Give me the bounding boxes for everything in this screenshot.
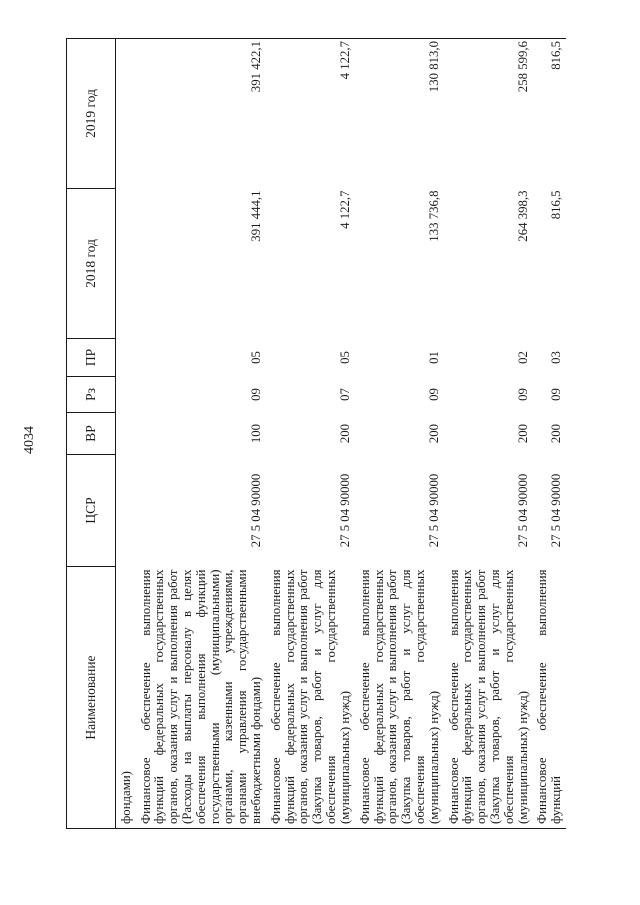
row-vr (116, 413, 136, 455)
row-csr: 27 5 04 90000 (426, 473, 441, 548)
row-vr: 100 (249, 423, 263, 444)
row-2019: 130 813,0 (355, 39, 444, 189)
row-2018: 264 398,3 (515, 190, 530, 242)
table-row (136, 39, 266, 829)
budget-table (66, 38, 566, 829)
row-name: Финансовое обеспечение выполнения функций федеральных государственных органов, оказания услуг и выполнения работ (Закупка товаров, работ и услуг для обеспечения государственных (муниципальных) нужд) (266, 567, 355, 829)
row-2018: 133 736,8 (426, 190, 441, 242)
row-rz: 09 (426, 388, 441, 401)
row-2018: 391 444,1 (249, 190, 263, 242)
header-vr: ВР (67, 413, 116, 455)
row-rz: 09 (549, 388, 564, 401)
row-pr: 03 (549, 351, 564, 364)
row-2019: 391 422,1 (136, 39, 266, 189)
row-vr: 200 (426, 423, 441, 444)
row-name: Финансовое обеспечение выполнения функций федеральных государственных органов, оказания услуг и выполнения работ (Закупка товаров, работ и услуг для обеспечения государственных (муниципальных) нужд) (355, 567, 444, 829)
row-pr: 05 (249, 351, 263, 364)
row-rz: 09 (515, 388, 530, 401)
row-pr: 02 (515, 351, 530, 364)
row-2019 (116, 39, 136, 189)
row-pr: 01 (426, 351, 441, 364)
header-pr: ПР (67, 339, 116, 377)
row-rz (116, 377, 136, 413)
table-row (266, 39, 355, 829)
table-row (532, 39, 566, 829)
header-rz: Рз (67, 377, 116, 413)
row-2018 (116, 189, 136, 339)
page-number: 4034 (22, 426, 37, 454)
row-name: Финансовое обеспечение выполнения функций (532, 567, 566, 829)
row-2019: 258 599,6 (444, 39, 533, 189)
header-name: Наименование (67, 567, 116, 829)
row-csr: 27 5 04 90000 (337, 473, 352, 548)
row-2018: 4 122,7 (337, 190, 352, 229)
row-pr (116, 339, 136, 377)
header-csr: ЦСР (67, 455, 116, 567)
row-pr: 05 (337, 351, 352, 364)
row-name: фондами) (116, 567, 136, 829)
header-row (67, 39, 116, 829)
row-rz: 09 (249, 388, 263, 401)
row-vr: 200 (515, 423, 530, 444)
row-csr: 27 5 04 90000 (249, 473, 263, 548)
row-2019: 816,5 (532, 39, 566, 189)
row-2018: 816,5 (549, 190, 564, 220)
row-vr: 200 (337, 423, 352, 444)
row-csr (116, 455, 136, 567)
row-csr: 27 5 04 90000 (549, 473, 564, 548)
row-vr: 200 (549, 423, 564, 444)
table-row (444, 39, 533, 829)
header-2018: 2018 год (67, 189, 116, 339)
row-2019: 4 122,7 (266, 39, 355, 189)
row-csr: 27 5 04 90000 (515, 473, 530, 548)
row-rz: 07 (337, 388, 352, 401)
table-row (355, 39, 444, 829)
table-row (116, 39, 136, 829)
header-2019: 2019 год (67, 39, 116, 189)
row-name: Финансовое обеспечение выполнения функций федеральных государственных органов, оказания услуг и выполнения работ (Расходы на выплаты персоналу в целях обеспечения выполнения функций государственными (муниципальными) органами, казенными учреждениями, органами управления государственными внебюджетными фондами) (136, 567, 266, 829)
row-name: Финансовое обеспечение выполнения функций федеральных государственных органов, оказания услуг и выполнения работ (Закупка товаров, работ и услуг для обеспечения государственных (муниципальных) нужд) (444, 567, 533, 829)
